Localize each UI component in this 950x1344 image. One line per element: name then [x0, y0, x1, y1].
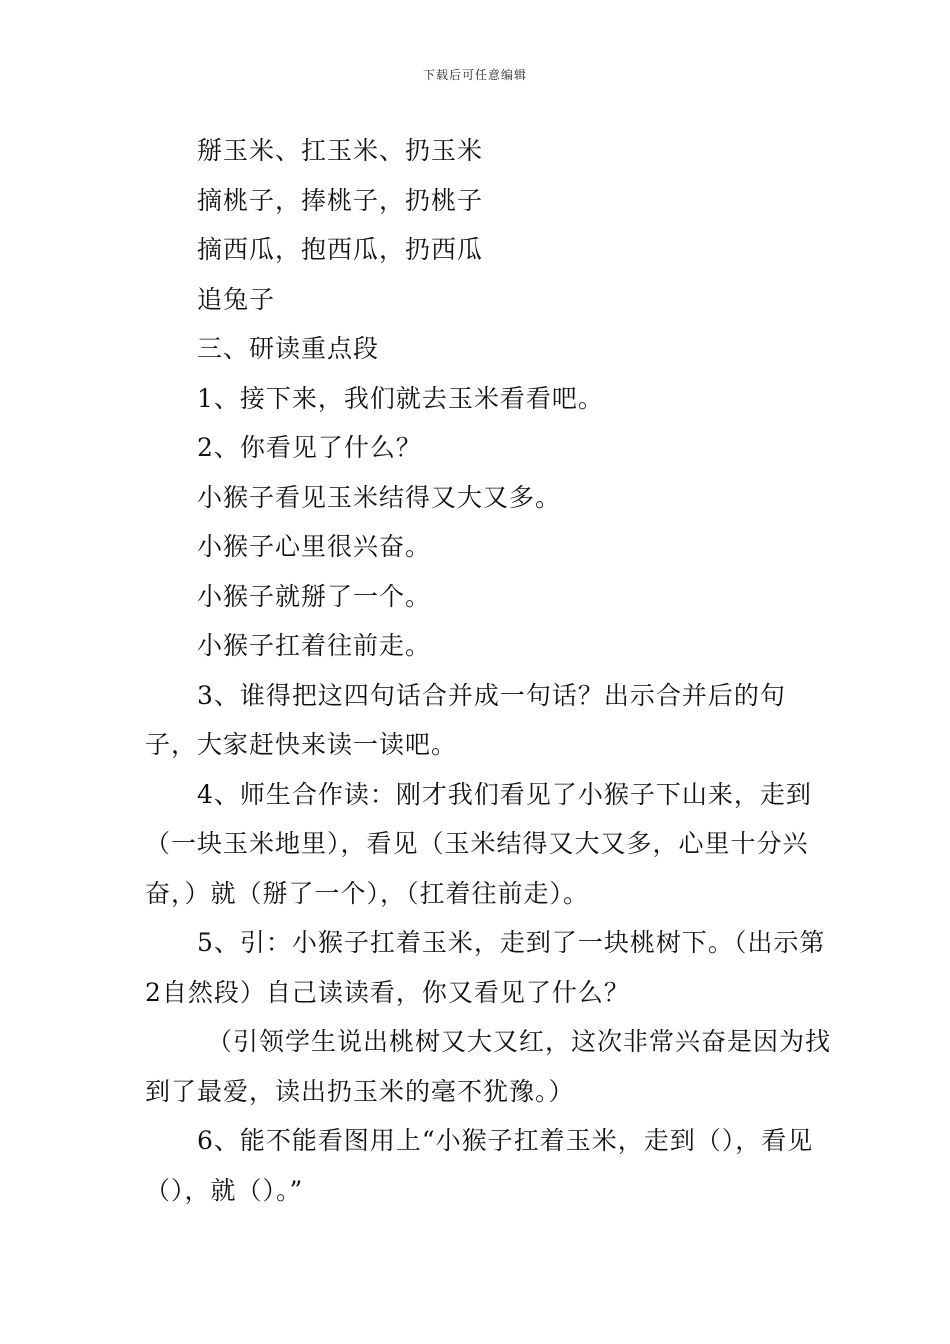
paragraph-answer-4: 小猴子扛着往前走。 [197, 631, 432, 660]
paragraph-guidance: （引领学生说出桃树又大又红，这次非常兴奋是因为找到了最爱，读出扔玉米的毫不犹豫。） [145, 1027, 832, 1106]
paragraph-3: 摘西瓜，抱西瓜，扔西瓜 [197, 235, 484, 264]
paragraph-answer-1: 小猴子看见玉米结得又大又多。 [197, 482, 562, 512]
paragraph-step-3: 3、谁得把这四句话合并成一句话？出示合并后的句子，大家赶快来读一读吧。 [145, 680, 786, 759]
header-note: 下载后可任意编辑 [422, 68, 527, 82]
document-body [145, 126, 835, 1215]
paragraph-2: 摘桃子，捧桃子，扔桃子 [197, 185, 484, 215]
paragraph-step-5: 5、引：小猴子扛着玉米，走到了一块桃树下。（出示第2自然段）自己读读看，你又看见了什么？ [145, 928, 826, 1007]
paragraph-4: 追兔子 [197, 284, 276, 314]
paragraph-1: 掰玉米、扛玉米、扔玉米 [197, 136, 484, 165]
paragraph-answer-2: 小猴子心里很兴奋。 [197, 532, 432, 561]
paragraph-step-2: 2、你看见了什么？ [197, 433, 422, 462]
paragraph-step-1: 1、接下来，我们就去玉米看看吧。 [197, 383, 604, 413]
paragraph-step-4: 4、师生合作读：刚才我们看见了小猴子下山来，走到（一块玉米地里），看见（玉米结得又大又多，心里十分兴奋，）就（掰了一个），（扛着往前走）。 [145, 779, 812, 908]
section-heading: 三、研读重点段 [197, 334, 380, 363]
paragraph-answer-3: 小猴子就掰了一个。 [197, 581, 432, 611]
paragraph-step-6: 6、能不能看图用上“小猴子扛着玉米，走到（），看见（），就（）。” [145, 1126, 814, 1205]
